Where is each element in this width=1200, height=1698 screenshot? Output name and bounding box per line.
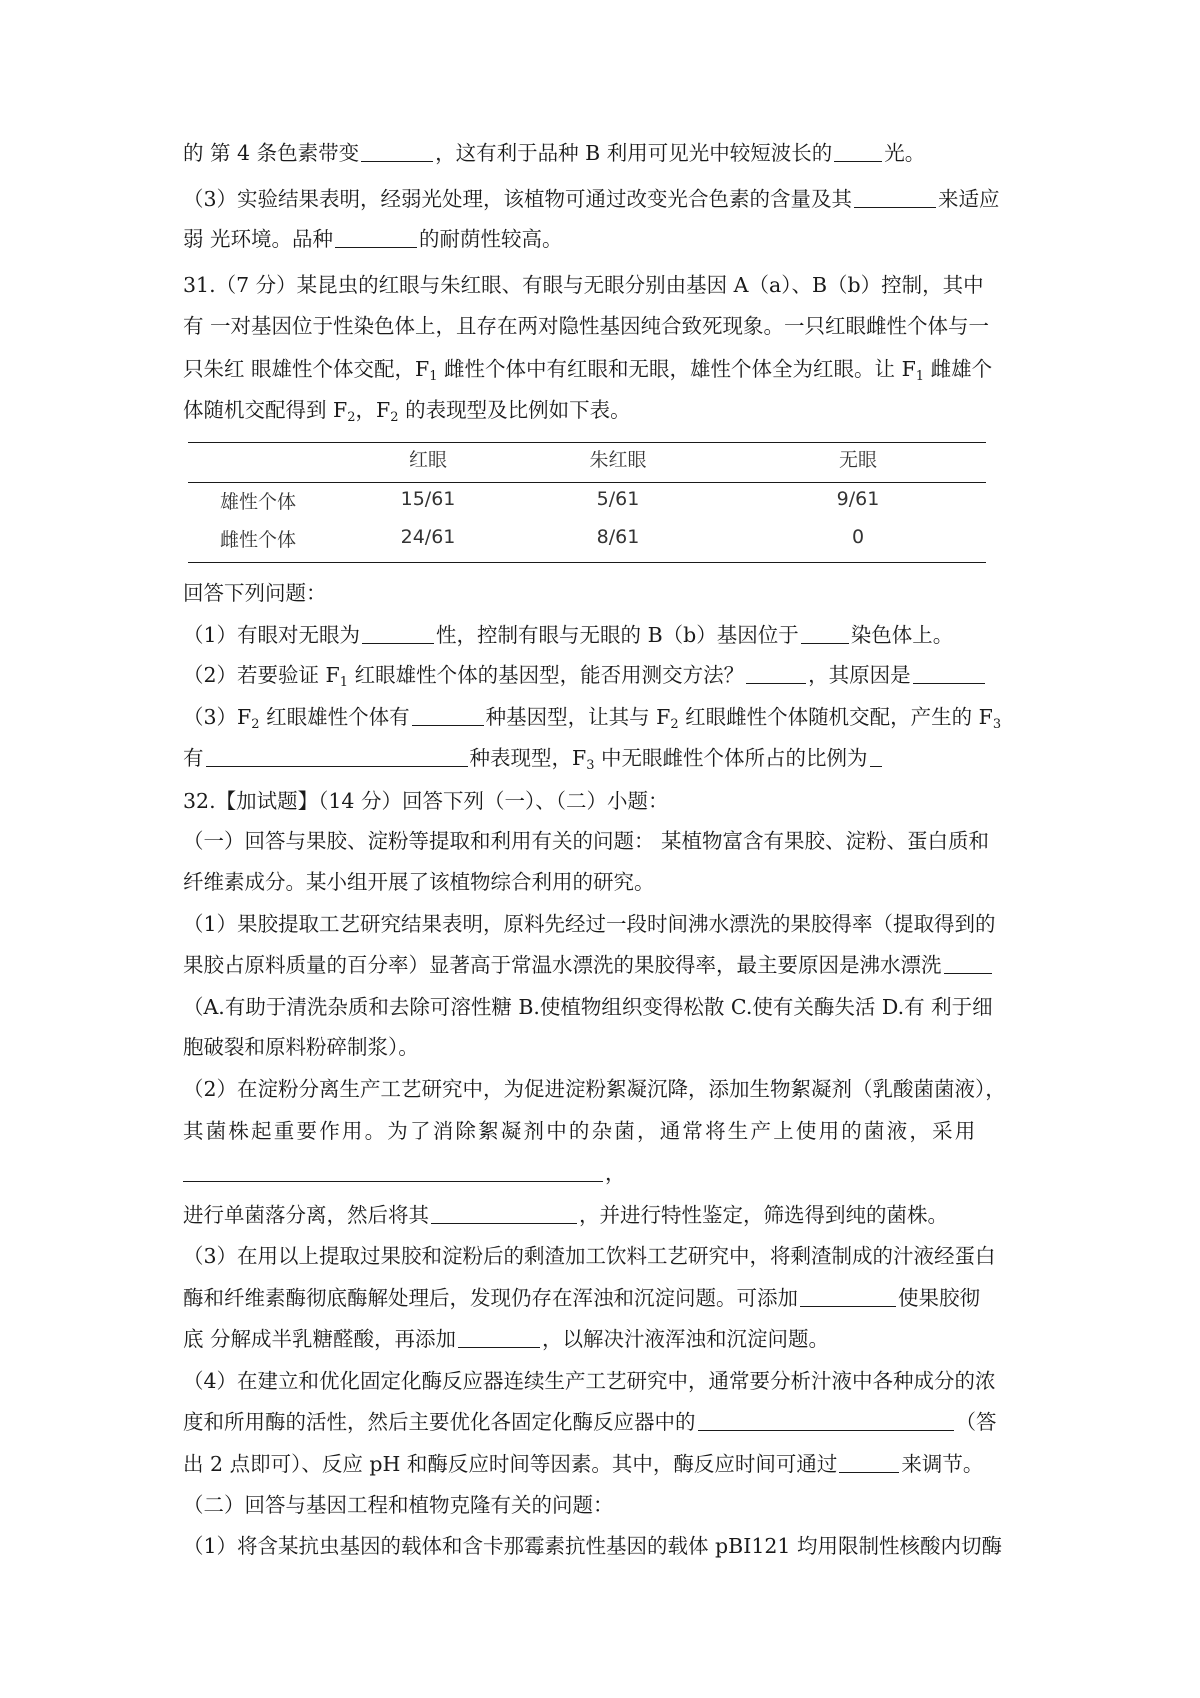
text-span: 来调节。 bbox=[901, 1452, 984, 1476]
table-cell: 0 bbox=[851, 526, 865, 548]
text-span: 雌性个体中有红眼和无眼，雄性个体全为红眼。让 F bbox=[437, 357, 916, 381]
text-span: 的耐荫性较高。 bbox=[419, 227, 563, 251]
text-line bbox=[183, 1283, 1043, 1313]
table-header: 无眼 bbox=[838, 449, 877, 471]
table-header: 红眼 bbox=[408, 449, 447, 471]
text-line bbox=[183, 138, 1043, 168]
text-line: （3）在用以上提取过果胶和淀粉后的剩渣加工饮料工艺研究中，将剩渣制成的汁液经蛋白 bbox=[183, 1244, 996, 1268]
subscript: 1 bbox=[339, 675, 349, 690]
text-span: 红眼雌性个体随机交配，产生的 F bbox=[678, 705, 993, 729]
text-span: 果胶占原料质量的百分率）显著高于常温水漂洗的果胶得率，最主要原因是沸水漂洗 bbox=[183, 953, 942, 977]
text-line bbox=[183, 1324, 1043, 1354]
text-span: 体随机交配得到 F bbox=[183, 398, 348, 422]
text-line bbox=[183, 702, 1043, 740]
answer-blank[interactable] bbox=[801, 623, 849, 644]
answer-blank[interactable] bbox=[800, 1286, 896, 1307]
text-span: ，其原因是 bbox=[808, 663, 911, 687]
text-span: 使果胶彻 bbox=[898, 1286, 980, 1310]
table-top-rule bbox=[188, 442, 986, 443]
table-header-rule bbox=[188, 482, 986, 483]
answer-blank[interactable] bbox=[183, 1161, 603, 1182]
subscript: 3 bbox=[992, 717, 1002, 732]
text-span: 进行单菌落分离，然后将其 bbox=[183, 1203, 429, 1227]
text-span: 染色体上。 bbox=[850, 623, 954, 647]
text-span: （1）有眼对无眼为 bbox=[183, 623, 361, 647]
subscript: 3 bbox=[586, 758, 595, 773]
text-line bbox=[183, 620, 1043, 650]
text-span: ，F bbox=[355, 398, 391, 422]
subscript: 2 bbox=[670, 717, 679, 732]
answer-blank[interactable] bbox=[335, 227, 417, 248]
text-line: （1）果胶提取工艺研究结果表明，原料先经过一段时间沸水漂洗的果胶得率（提取得到的 bbox=[183, 912, 996, 936]
subscript: 1 bbox=[915, 369, 925, 384]
text-line bbox=[183, 224, 1043, 254]
text-span: 中无眼雌性个体所占的比例为 bbox=[594, 746, 868, 770]
text-line bbox=[183, 950, 1043, 980]
answer-blank[interactable] bbox=[854, 187, 936, 208]
text-line bbox=[183, 1200, 1043, 1230]
text-span: 红眼雄性个体的基因型，能否用测交方法？ bbox=[348, 663, 745, 687]
text-span: 来适应 bbox=[938, 187, 1000, 211]
text-span: （答 bbox=[955, 1410, 997, 1434]
question-32-stem: 32.【加试题】（14 分）回答下列（一）、（二）小题： bbox=[183, 789, 669, 813]
question-31-stem: 31.（7 分）某昆虫的红眼与朱红眼、有眼与无眼分别由基因 A（a）、B（b）控制，其中 bbox=[183, 273, 984, 297]
text-span: 出 2 点即可）、反应 pH 和酶反应时间等因素。其中，酶反应时间可通过 bbox=[183, 1452, 838, 1476]
table-cell: 9/61 bbox=[836, 488, 880, 510]
text-line bbox=[183, 354, 1043, 392]
answer-blank[interactable] bbox=[698, 1410, 954, 1431]
answer-blank[interactable] bbox=[362, 623, 434, 644]
text-line: （A.有助于清洗杂质和去除可溶性糖 B.使植物组织变得松散 C.使有关酶失活 D.有 利于细 bbox=[183, 995, 993, 1019]
subscript: 2 bbox=[251, 717, 260, 732]
text-span: 的 第 4 条色素带变 bbox=[183, 141, 360, 165]
f2-phenotype-table bbox=[188, 432, 986, 566]
table-cell: 5/61 bbox=[596, 488, 640, 510]
text-span: （3）F bbox=[183, 705, 252, 729]
table-row-label: 雌性个体 bbox=[220, 529, 297, 551]
text-line bbox=[183, 184, 1043, 214]
text-span: 雌雄个 bbox=[924, 357, 993, 381]
text-span: 光。 bbox=[884, 141, 926, 165]
text-span: 酶和纤维素酶彻底酶解处理后，发现仍存在浑浊和沉淀问题。可添加 bbox=[183, 1286, 798, 1310]
table-cell: 8/61 bbox=[596, 526, 640, 548]
text-span: 只朱红 眼雄性个体交配，F bbox=[183, 357, 430, 381]
text-line: （二）回答与基因工程和植物克隆有关的问题： bbox=[183, 1493, 614, 1517]
text-line: 胞破裂和原料粉碎制浆）。 bbox=[183, 1035, 419, 1059]
text-span: 种基因型，让其与 F bbox=[485, 705, 671, 729]
table-cell: 24/61 bbox=[400, 526, 456, 548]
text-span: 有 bbox=[183, 746, 204, 770]
table-header: 朱红眼 bbox=[589, 449, 647, 471]
answer-blank[interactable] bbox=[944, 953, 992, 974]
table-row-label: 雄性个体 bbox=[220, 491, 297, 513]
subscript: 2 bbox=[390, 410, 399, 425]
text-span: ， bbox=[605, 1161, 626, 1185]
text-line: （一）回答与果胶、淀粉等提取和利用有关的问题： 某植物富含有果胶、淀粉、蛋白质和 bbox=[183, 829, 990, 853]
text-line bbox=[183, 1449, 1043, 1479]
text-span: ，并进行特性鉴定，筛选得到纯的菌株。 bbox=[579, 1203, 948, 1227]
subscript: 1 bbox=[429, 369, 438, 384]
text-line: 纤维素成分。某小组开展了该植物综合利用的研究。 bbox=[183, 870, 655, 894]
text-span: 的表现型及比例如下表。 bbox=[398, 398, 631, 422]
text-span: ，以解决汁液浑浊和沉淀问题。 bbox=[542, 1327, 830, 1351]
text-span: （3）实验结果表明，经弱光处理，该植物可通过改变光合色素的含量及其 bbox=[183, 187, 853, 211]
text-span: 弱 光环境。品种 bbox=[183, 227, 334, 251]
answer-blank[interactable] bbox=[458, 1327, 540, 1348]
text-line bbox=[183, 743, 1043, 781]
answer-blank[interactable] bbox=[870, 746, 882, 767]
text-line: 其菌株起重要作用。为了消除絮凝剂中的杂菌，通常将生产上使用的菌液，采用 bbox=[183, 1119, 978, 1143]
text-span: 种表现型，F bbox=[469, 746, 587, 770]
answer-blank[interactable] bbox=[834, 141, 882, 162]
text-line bbox=[183, 1407, 1043, 1437]
text-line: （2）在淀粉分离生产工艺研究中，为促进淀粉絮凝沉降，添加生物絮凝剂（乳酸菌菌液）， bbox=[183, 1077, 1006, 1101]
text-span: ，这有利于品种 B 利用可见光中较短波长的 bbox=[435, 141, 833, 165]
answer-blank[interactable] bbox=[746, 663, 806, 684]
text-line: （4）在建立和优化固定化酶反应器连续生产工艺研究中，通常要分析汁液中各种成分的浓 bbox=[183, 1369, 996, 1393]
answer-blank[interactable] bbox=[361, 141, 433, 162]
text-line bbox=[183, 1158, 1043, 1188]
text-line bbox=[183, 395, 1043, 433]
table-bottom-rule bbox=[188, 562, 986, 563]
text-span: 性，控制有眼与无眼的 B（b）基因位于 bbox=[436, 623, 799, 647]
table-cell: 15/61 bbox=[400, 488, 456, 510]
answer-blank[interactable] bbox=[206, 746, 468, 767]
text-line: 回答下列问题： bbox=[183, 581, 327, 605]
text-span: （2）若要验证 F bbox=[183, 663, 340, 687]
answer-blank[interactable] bbox=[913, 663, 985, 684]
answer-blank[interactable] bbox=[839, 1452, 899, 1473]
answer-blank[interactable] bbox=[412, 705, 484, 726]
text-line: （1）将含某抗虫基因的载体和含卡那霉素抗性基因的载体 pBI121 均用限制性核酸内切酶 bbox=[183, 1534, 1002, 1558]
text-line: 有 一对基因位于性染色体上，且存在两对隐性基因纯合致死现象。一只红眼雌性个体与一 bbox=[183, 314, 990, 338]
text-span: 底 分解成半乳糖醛酸，再添加 bbox=[183, 1327, 457, 1351]
text-span: 度和所用酶的活性，然后主要优化各固定化酶反应器中的 bbox=[183, 1410, 696, 1434]
subscript: 2 bbox=[347, 410, 356, 425]
text-span: 红眼雄性个体有 bbox=[259, 705, 410, 729]
answer-blank[interactable] bbox=[431, 1203, 577, 1224]
text-line bbox=[183, 660, 1043, 698]
